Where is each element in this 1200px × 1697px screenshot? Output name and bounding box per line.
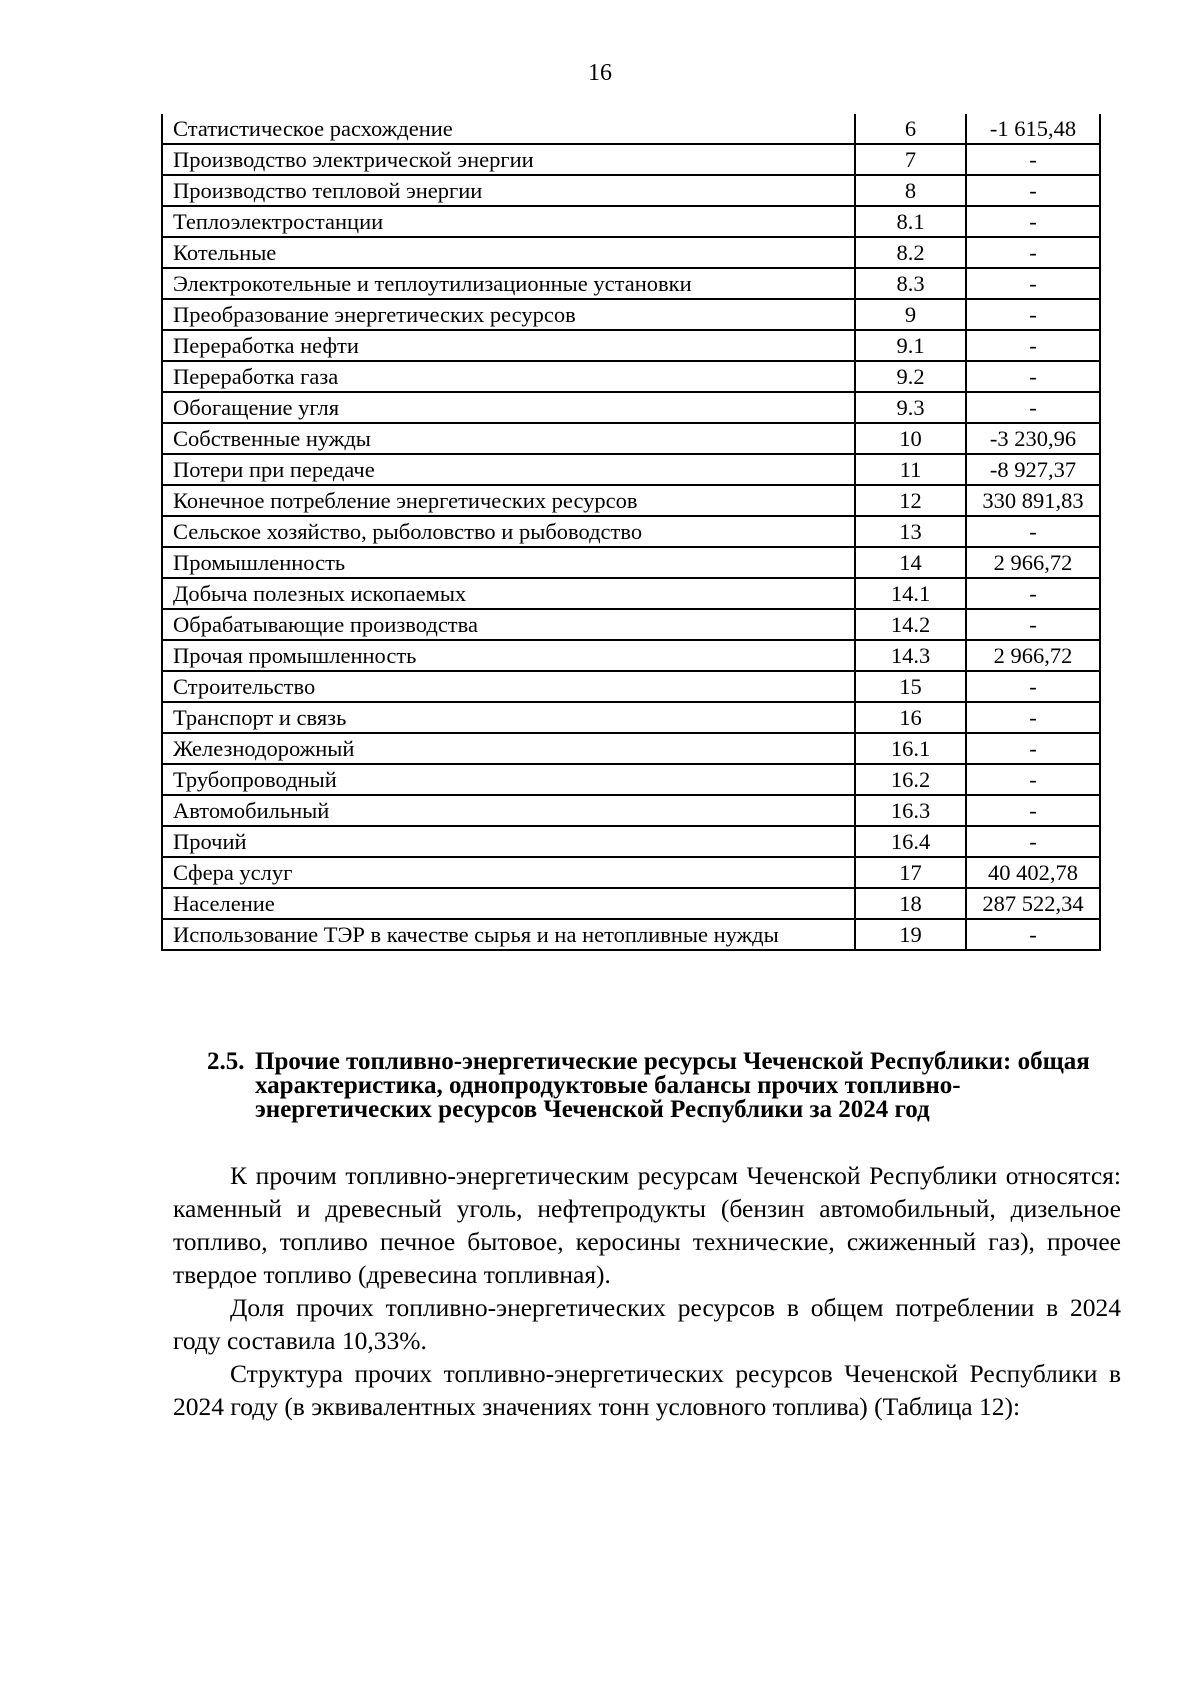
row-code-cell: 14 (855, 547, 966, 578)
row-value-cell: - (966, 702, 1100, 733)
row-value-cell: - (966, 578, 1100, 609)
paragraph: К прочим топливно-энергетическим ресурсам Чеченской Республики относятся: каменный и древесный уголь, нефтепродукты (бензин автомобильный, дизельное топливо, топливо печное бытовое, керосины технические, сжиженный газ), прочее твердое топливо (древесина топливная). (173, 1161, 1121, 1289)
row-name-cell: Котельные (162, 237, 855, 268)
page-number: 16 (588, 60, 612, 86)
row-name-cell: Железнодорожный (162, 733, 855, 764)
row-name-cell: Обогащение угля (162, 392, 855, 423)
table-body (162, 114, 1100, 950)
row-value-cell: - (966, 268, 1100, 299)
row-value-cell: -8 927,37 (966, 454, 1100, 485)
row-code-cell: 16.4 (855, 826, 966, 857)
row-name-cell: Теплоэлектростанции (162, 206, 855, 237)
row-name-cell: Конечное потребление энергетических ресурсов (162, 485, 855, 516)
row-name-cell: Трубопроводный (162, 764, 855, 795)
row-value-cell: 330 891,83 (966, 485, 1100, 516)
row-name-cell: Сельское хозяйство, рыболовство и рыбоводство (162, 516, 855, 547)
body-text (173, 1159, 1121, 1423)
row-value-cell: - (966, 795, 1100, 826)
row-name-cell: Прочий (162, 826, 855, 857)
row-value-cell: - (966, 361, 1100, 392)
table-row (162, 454, 1100, 485)
row-value-cell: - (966, 919, 1100, 950)
row-value-cell: - (966, 733, 1100, 764)
row-value-cell: 40 402,78 (966, 857, 1100, 888)
row-name-cell: Статистическое расхождение (162, 114, 855, 144)
table-row (162, 795, 1100, 826)
table-row (162, 299, 1100, 330)
row-value-cell: - (966, 671, 1100, 702)
row-value-cell: - (966, 206, 1100, 237)
table-row (162, 733, 1100, 764)
row-name-cell: Потери при передаче (162, 454, 855, 485)
table-row (162, 423, 1100, 454)
row-code-cell: 16.1 (855, 733, 966, 764)
row-name-cell: Строительство (162, 671, 855, 702)
row-value-cell: - (966, 764, 1100, 795)
section-number: 2.5. (207, 1048, 245, 1075)
table-row (162, 175, 1100, 206)
row-code-cell: 19 (855, 919, 966, 950)
row-name-cell: Сфера услуг (162, 857, 855, 888)
row-code-cell: 9 (855, 299, 966, 330)
row-code-cell: 7 (855, 144, 966, 175)
paragraph: Структура прочих топливно-энергетических ресурсов Чеченской Республики в 2024 году (в эквивалентных значениях тонн условного топлива) (Таблица 12): (173, 1359, 1121, 1421)
row-code-cell: 10 (855, 423, 966, 454)
section-title: Прочие топливно-энергетические ресурсы Чеченской Республики: общая характеристика, однопродуктовые балансы прочих топливно-энергетических ресурсов Чеченской Республики за 2024 год (255, 1048, 1090, 1123)
row-value-cell: - (966, 392, 1100, 423)
section-heading (207, 1050, 1127, 1122)
table-row (162, 392, 1100, 423)
row-code-cell: 17 (855, 857, 966, 888)
table-row (162, 702, 1100, 733)
table-row (162, 919, 1100, 950)
table-row (162, 888, 1100, 919)
row-code-cell: 18 (855, 888, 966, 919)
row-value-cell: -3 230,96 (966, 423, 1100, 454)
table-row (162, 268, 1100, 299)
row-name-cell: Производство электрической энергии (162, 144, 855, 175)
row-name-cell: Собственные нужды (162, 423, 855, 454)
row-code-cell: 8 (855, 175, 966, 206)
row-name-cell: Электрокотельные и теплоутилизационные установки (162, 268, 855, 299)
table-row (162, 361, 1100, 392)
row-name-cell: Автомобильный (162, 795, 855, 826)
table-row (162, 485, 1100, 516)
row-value-cell: - (966, 826, 1100, 857)
table-row (162, 826, 1100, 857)
row-code-cell: 9.2 (855, 361, 966, 392)
row-code-cell: 16.3 (855, 795, 966, 826)
table-row (162, 671, 1100, 702)
table-row (162, 144, 1100, 175)
table-row (162, 640, 1100, 671)
table-row (162, 764, 1100, 795)
row-value-cell: - (966, 330, 1100, 361)
row-name-cell: Транспорт и связь (162, 702, 855, 733)
row-name-cell: Использование ТЭР в качестве сырья и на нетопливные нужды (162, 919, 855, 950)
energy-balance-table (161, 114, 1101, 951)
row-value-cell: - (966, 609, 1100, 640)
paragraph: Доля прочих топливно-энергетических ресурсов в общем потреблении в 2024 году составила 10,33%. (173, 1293, 1121, 1355)
row-code-cell: 8.2 (855, 237, 966, 268)
row-code-cell: 8.3 (855, 268, 966, 299)
row-name-cell: Обрабатывающие производства (162, 609, 855, 640)
table-row (162, 578, 1100, 609)
row-code-cell: 12 (855, 485, 966, 516)
row-value-cell: 287 522,34 (966, 888, 1100, 919)
row-code-cell: 9.1 (855, 330, 966, 361)
row-name-cell: Прочая промышленность (162, 640, 855, 671)
row-code-cell: 16.2 (855, 764, 966, 795)
row-value-cell: 2 966,72 (966, 547, 1100, 578)
row-value-cell: 2 966,72 (966, 640, 1100, 671)
row-code-cell: 15 (855, 671, 966, 702)
row-value-cell: -1 615,48 (966, 114, 1100, 144)
row-value-cell: - (966, 516, 1100, 547)
row-code-cell: 8.1 (855, 206, 966, 237)
table-row (162, 857, 1100, 888)
row-name-cell: Промышленность (162, 547, 855, 578)
row-value-cell: - (966, 299, 1100, 330)
table-row (162, 609, 1100, 640)
table-row (162, 330, 1100, 361)
row-code-cell: 11 (855, 454, 966, 485)
row-name-cell: Переработка газа (162, 361, 855, 392)
row-name-cell: Производство тепловой энергии (162, 175, 855, 206)
row-value-cell: - (966, 175, 1100, 206)
row-name-cell: Переработка нефти (162, 330, 855, 361)
row-code-cell: 16 (855, 702, 966, 733)
row-value-cell: - (966, 237, 1100, 268)
row-value-cell: - (966, 144, 1100, 175)
table-row (162, 547, 1100, 578)
row-code-cell: 14.2 (855, 609, 966, 640)
table-row (162, 237, 1100, 268)
table-row (162, 516, 1100, 547)
row-name-cell: Население (162, 888, 855, 919)
table-row (162, 206, 1100, 237)
row-code-cell: 13 (855, 516, 966, 547)
row-name-cell: Добыча полезных ископаемых (162, 578, 855, 609)
row-code-cell: 14.1 (855, 578, 966, 609)
row-name-cell: Преобразование энергетических ресурсов (162, 299, 855, 330)
row-code-cell: 14.3 (855, 640, 966, 671)
table-row (162, 114, 1100, 144)
row-code-cell: 6 (855, 114, 966, 144)
row-code-cell: 9.3 (855, 392, 966, 423)
